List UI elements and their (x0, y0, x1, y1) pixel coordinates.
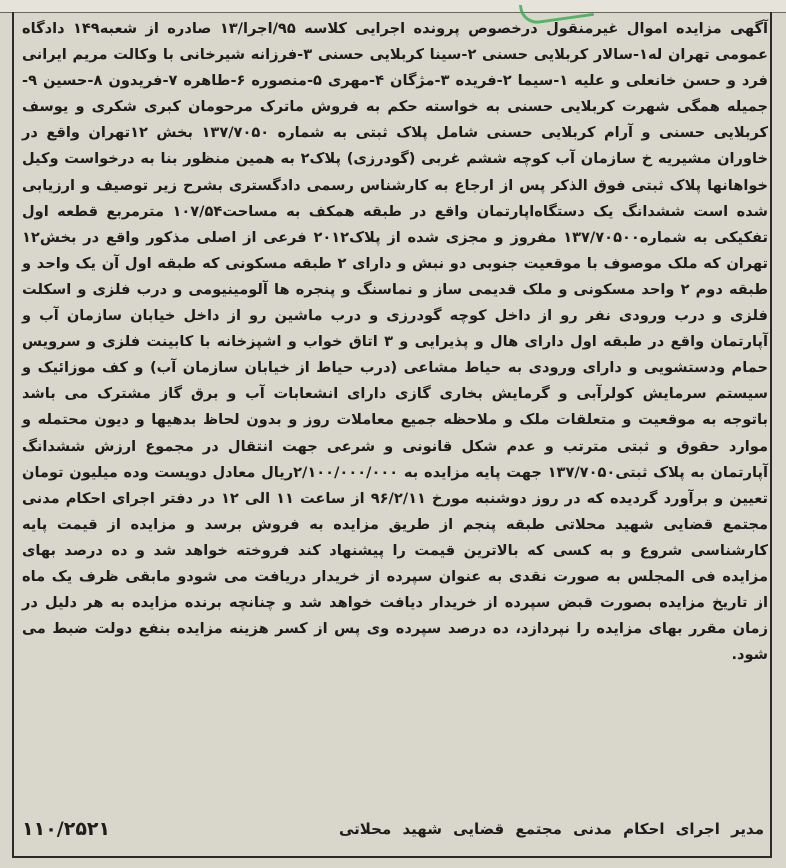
issuer-signature: مدیر اجرای احکام مدنی مجتمع قضایی شهید محلاتی (338, 820, 764, 838)
auction-notice-body: آگهی مزایده اموال غیرمنقول درخصوص پرونده اجرایی کلاسه ۹۵/اجرا/۱۳ صادره از شعبه۱۴۹ دادگاه عمومی تهران له۱-سالار کربلایی حسنی ۲-سینا کربلایی حسنی ۳-فرزانه شیرخانی با وکالت مریم ایرانی فرد و حسن خانعلی و علیه ۱-سیما ۲-فریده ۳-مژگان ۴-مهری ۵-منصوره ۶-طاهره ۷-فریدون ۸-حسین ۹-جمیله همگی شهرت کربلایی حسنی به خواسته حکم به فروش ماترک مرحومان کبری شکری و یوسف کربلایی حسنی و آرام کربلایی حسنی شامل پلاک ثبتی به شماره ۱۳۷/۷۰۵۰ بخش ۱۲تهران واقع در خاوران مشیریه خ سازمان آب کوچه ششم غربی (گودرزی) پلاک۲ به همین منظور بنا به درخواست وکیل خواهانها پلاک ثبتی فوق الذکر پس از ارجاع به کارشناس رسمی دادگستری بشرح زیر توصیف و ارزیابی شده است ششدانگ یک دستگاه‌اپارتمان واقع در طبقه همکف به مساحت۱۰۷/۵۴ مترمربع قطعه اول تفکیکی به شماره۱۳۷/۷۰۵۰۰ مفروز و مجزی شده از پلاک۲۰۱۲ فرعی از اصلی مذکور واقع در بخش۱۲ تهران که ملک موصوف با موقعیت جنوبی دو نبش و دارای ۲ طبقه مسکونی که طبقه اول آن یک واحد و طبقه دوم ۲ واحد مسکونی و ملک قدیمی ساز و نماسنگ و پنجره ها آلومینیومی و درب فلزی و اسکلت فلزی و درب ورودی نفر رو از داخل کوچه گودرزی و درب ماشین رو از داخل خیابان سازمان آب و آپارتمان واقع در طبقه اول دارای هال و پذیرایی و ۳ اتاق خواب و اشپزخانه با کابینت فلزی و سرویس حمام ودستشویی و دارای ورودی به حیاط مشاعی (درب حیاط از خیابان سازمان آب) و کف موزائیک و سیستم سرمایش کولرآبی و گرمایش بخاری گازی دارای انشعابات آب و برق گاز مشترک می باشد باتوجه به موقعیت و متعلقات ملک و ملاحظه جمیع معاملات روز و بدون لحاظ بدهیها و دیون محتمله و موارد حقوق و ثبتی مترتب و عدم شکل قانونی و شرعی جهت انتقال در مجموع ارزش ششدانگ آپارتمان به پلاک ثبتی۱۳۷/۷۰۵۰ جهت پایه مزایده به ۲/۱۰۰/۰۰۰/۰۰۰ریال معادل دویست وده میلیون تومان تعیین و برآورد گردیده که در روز دوشنبه مورخ ۹۶/۲/۱۱ از ساعت ۱۱ الی ۱۲ در دفتر اجرای احکام مدنی مجتمع قضایی شهید محلاتی طبقه پنجم از طریق مزایده به فروش برسد و مزایده از قیمت پایه کارشناسی شروع و به کسی که بالاترین قیمت را پیشنهاد کند فروخته خواهد شد و ده درصد بهای مزایده فی المجلس به صورت نقدی به عنوان سپرده از خریدار دریافت می شودو مابقی ظرف یک ماه از تاریخ مزایده بصورت قبض سپرده از خریدار دیافت خواهد شد و چنانچه برنده مزایده به هر دلیل در زمان مقرر بهای مزایده را نپردازد، ده درصد سپرده وی پس از کسر هزینه مزایده بنفع دولت ضبط می شود. (22, 20, 769, 664)
notice-footer (22, 812, 764, 846)
ad-number: ۱۱۰/۲۵۲۱ (22, 818, 111, 840)
